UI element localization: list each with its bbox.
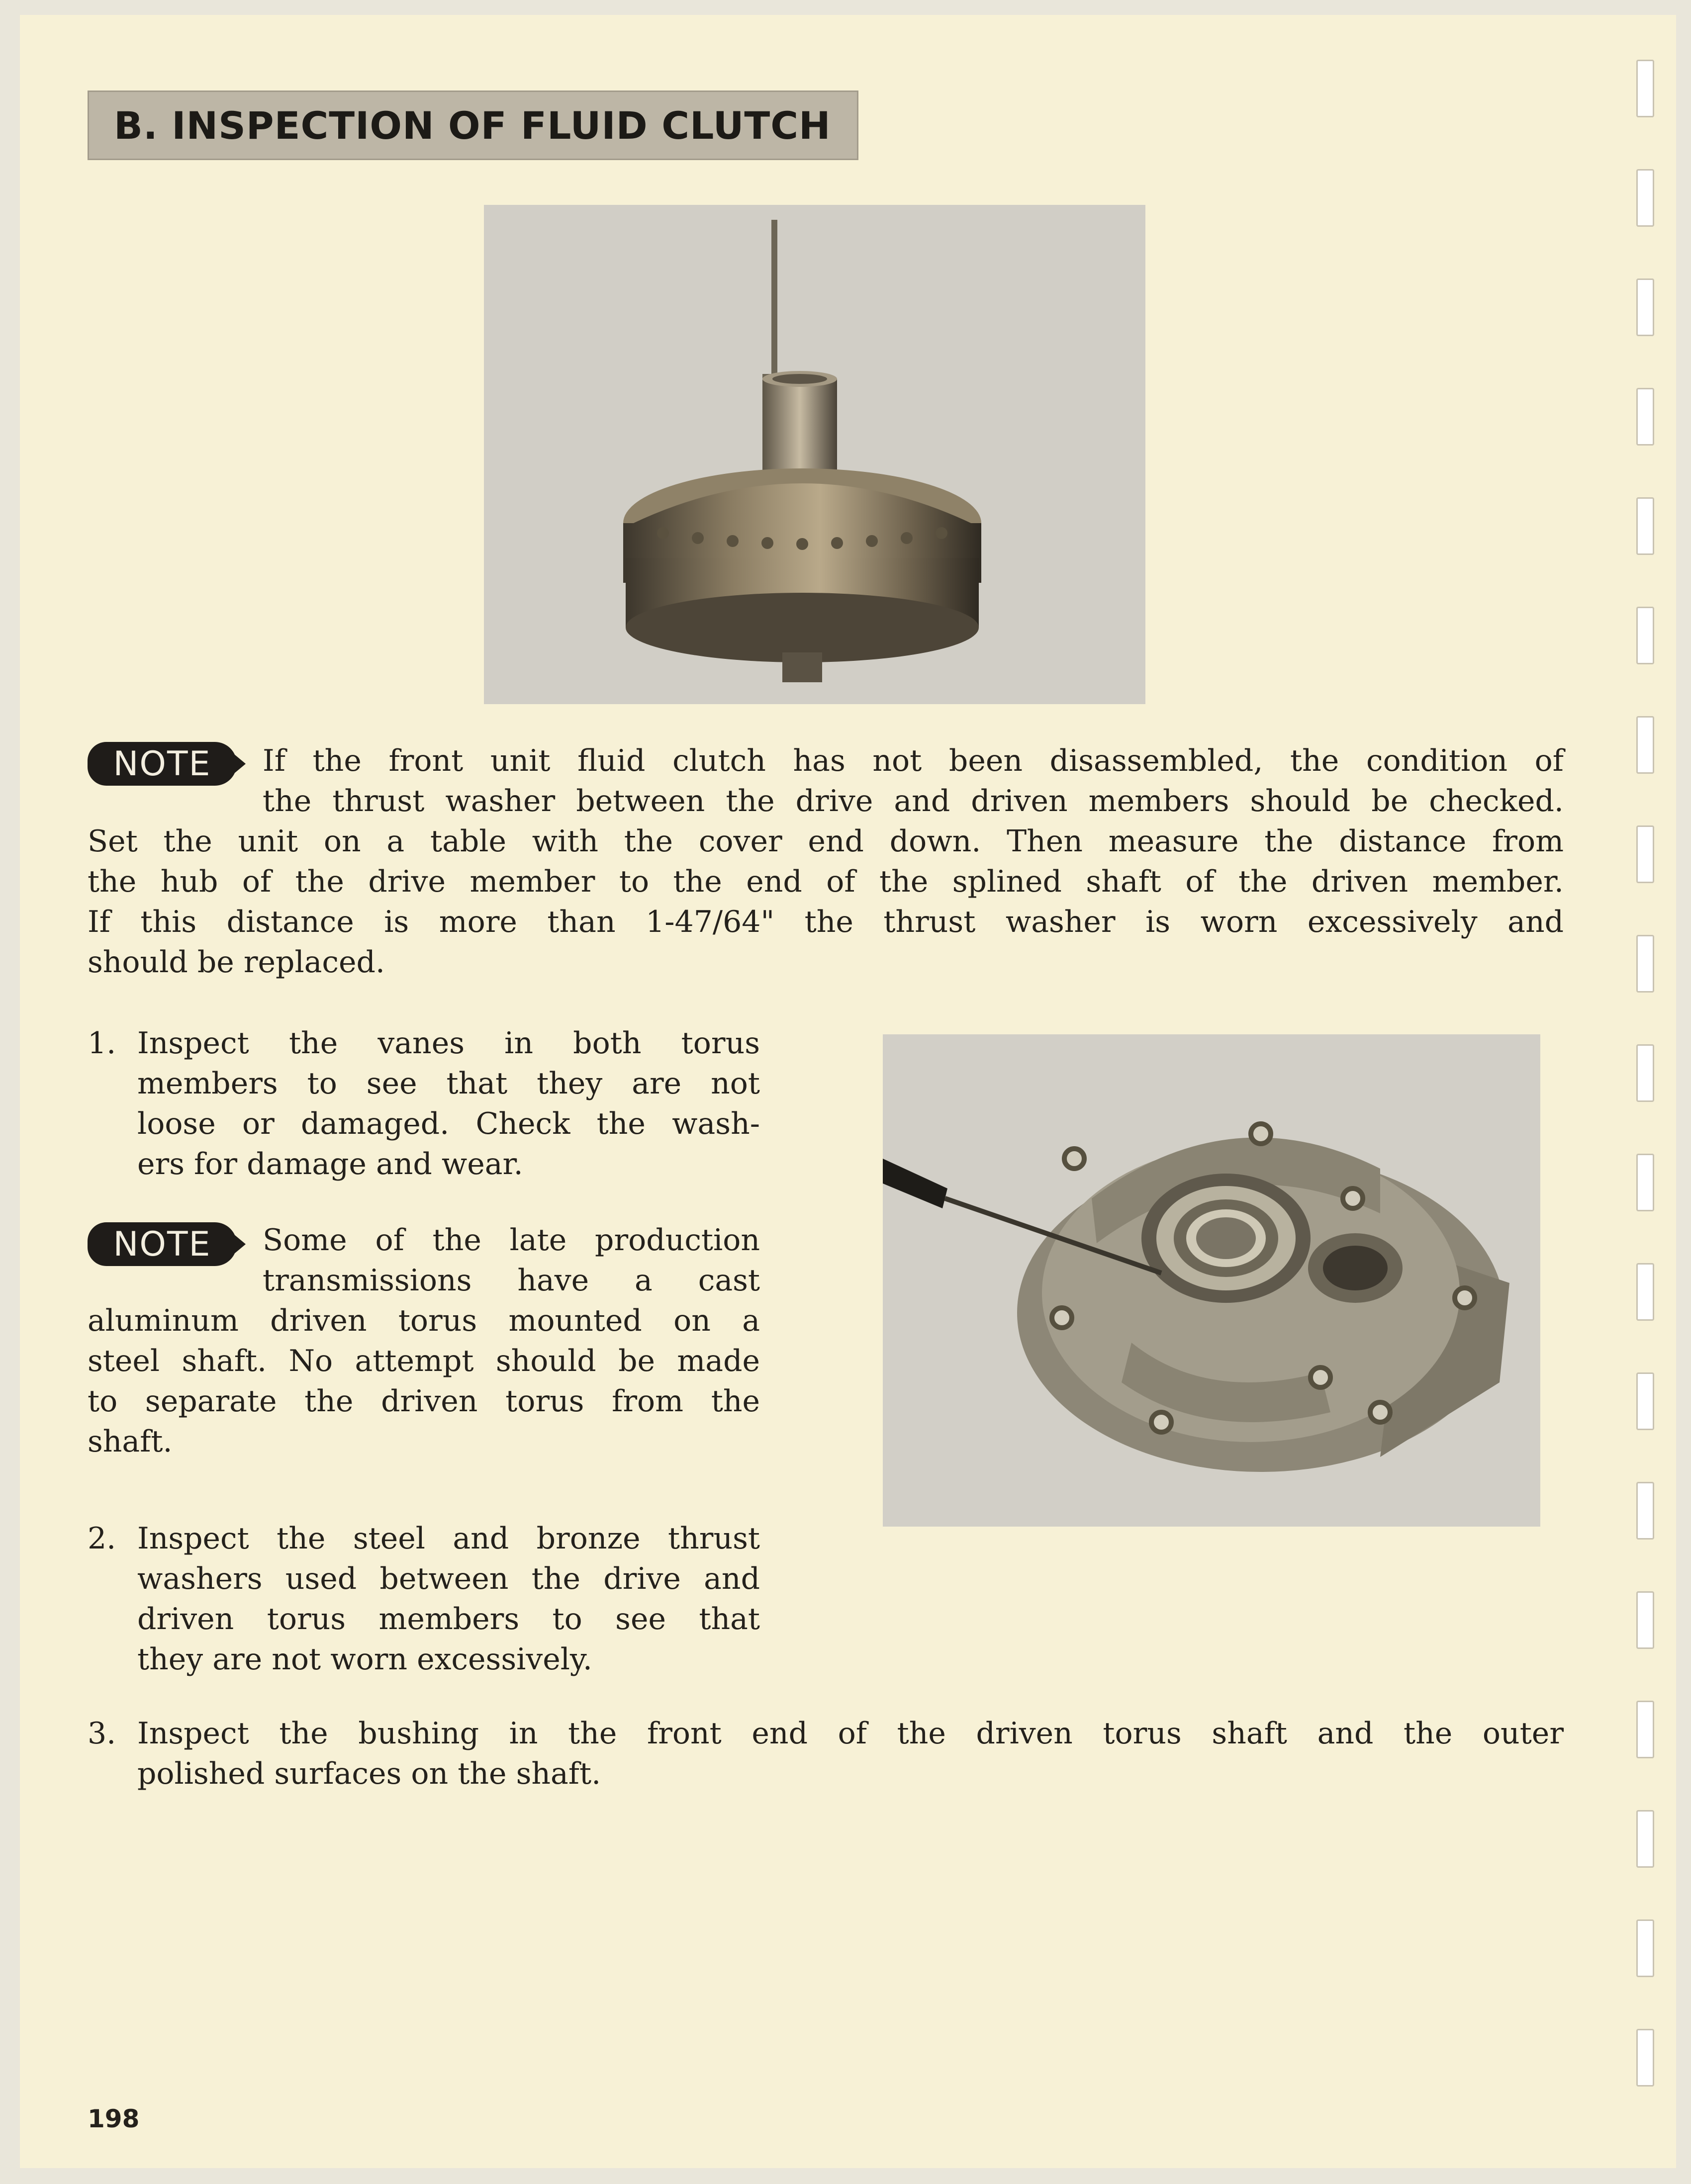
note-2-line: to separate the driven torus from the xyxy=(88,1384,760,1419)
list-item-1-line: Inspect the vanes in both torus xyxy=(137,1026,760,1061)
note-2-line: transmissions have a cast xyxy=(263,1263,760,1298)
binder-tab xyxy=(1636,607,1654,664)
list-item-2-line: Inspect the steel and bronze thrust xyxy=(137,1521,760,1556)
list-item-3-body xyxy=(137,1714,1564,1794)
list-item-3 xyxy=(88,1714,1564,1794)
section-heading: B. INSPECTION OF FLUID CLUTCH xyxy=(114,103,831,148)
note-2-line: shaft. xyxy=(88,1424,173,1459)
list-item-2 xyxy=(88,1519,760,1680)
section-heading-box xyxy=(88,91,858,160)
note-badge-1-label: NOTE xyxy=(113,744,211,784)
list-item-2-number: 2. xyxy=(88,1521,116,1556)
list-item-1-line: loose or damaged. Check the wash- xyxy=(137,1106,760,1141)
list-item-1 xyxy=(88,1023,760,1184)
binder-tab xyxy=(1636,2029,1654,2087)
binder-tab xyxy=(1636,1810,1654,1868)
binder-tab xyxy=(1636,1591,1654,1649)
note-1-line: If this distance is more than 1-47/64" the thrust washer is worn excessively and xyxy=(88,905,1564,939)
pump-housing-illustration xyxy=(883,1034,1540,1527)
list-item-3-line: polished surfaces on the shaft. xyxy=(137,1756,601,1791)
page-number: 198 xyxy=(88,2104,140,2133)
list-item-1-number: 1. xyxy=(88,1026,116,1061)
list-item-1-body xyxy=(137,1023,760,1184)
note-1-line: the hub of the drive member to the end of the splined shaft of the driven member. xyxy=(88,864,1564,899)
list-item-1-line: members to see that they are not xyxy=(137,1066,760,1101)
binder-tab xyxy=(1636,1701,1654,1758)
note-1-line: should be replaced. xyxy=(88,945,385,980)
list-item-3-line: Inspect the bushing in the front end of the driven torus shaft and the outer xyxy=(137,1716,1564,1751)
note-1-line: Set the unit on a table with the cover end down. Then measure the distance from xyxy=(88,824,1564,859)
note-1-line: the thrust washer between the drive and driven members should be checked. xyxy=(263,784,1564,819)
note-2-line: steel shaft. No attempt should be made xyxy=(88,1344,760,1378)
binder-tab xyxy=(1636,278,1654,336)
binder-tab xyxy=(1636,1372,1654,1430)
note-1-line: If the front unit fluid clutch has not been disassembled, the condition of xyxy=(263,743,1564,778)
note-2-line: aluminum driven torus mounted on a xyxy=(88,1303,760,1338)
binder-tab xyxy=(1636,716,1654,774)
binder-tab xyxy=(1636,1919,1654,1977)
binder-tab xyxy=(1636,169,1654,227)
note-badge-2-label: NOTE xyxy=(113,1224,211,1264)
binder-tab xyxy=(1636,935,1654,993)
binder-tab xyxy=(1636,388,1654,446)
list-item-2-line: they are not worn excessively. xyxy=(137,1642,592,1677)
list-item-2-body xyxy=(137,1519,760,1680)
binder-tab xyxy=(1636,1154,1654,1211)
binder-tab xyxy=(1636,60,1654,117)
list-item-2-line: driven torus members to see that xyxy=(137,1602,760,1637)
note-1-text xyxy=(88,741,1564,983)
fluid-clutch-illustration xyxy=(484,205,1145,704)
binder-tab xyxy=(1636,1263,1654,1321)
binder-tab xyxy=(1636,497,1654,555)
list-item-3-number: 3. xyxy=(88,1716,116,1751)
pump-housing-photo xyxy=(883,1034,1540,1527)
binder-tab xyxy=(1636,1044,1654,1102)
list-item-1-line: ers for damage and wear. xyxy=(137,1147,523,1182)
binder-tab xyxy=(1636,825,1654,883)
fluid-clutch-photo xyxy=(484,205,1145,704)
note-2-line: Some of the late production xyxy=(263,1223,760,1258)
list-item-2-line: washers used between the drive and xyxy=(137,1561,760,1596)
manual-page xyxy=(20,15,1676,2168)
binder-tab xyxy=(1636,1482,1654,1540)
note-2-text xyxy=(88,1220,760,1462)
